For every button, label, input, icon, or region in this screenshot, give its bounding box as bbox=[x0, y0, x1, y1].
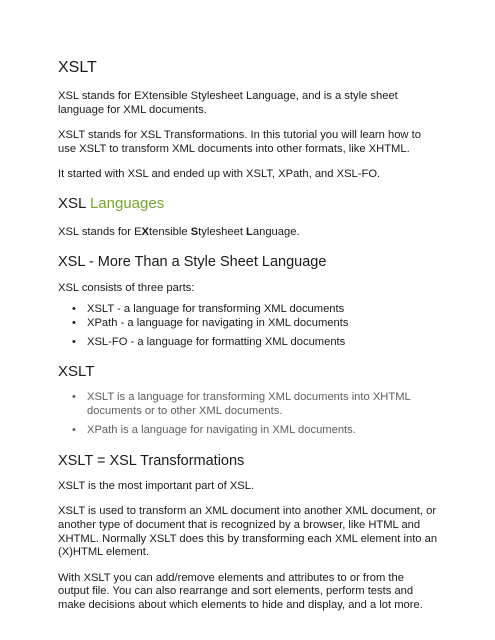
list-item: • XPath is a language for navigating in XML documents. bbox=[87, 424, 438, 438]
heading-xsl-languages bbox=[58, 194, 438, 214]
acronym-text-2: tensible bbox=[149, 225, 191, 238]
paragraph-capabilities: With XSLT you can add/remove elements and attributes to or from the output file. You can also rearrange and sort elements, perform tests and make decisions about which elements to hide and display, and a lot more. bbox=[58, 571, 423, 611]
acronym-bold-s: S bbox=[190, 225, 199, 238]
list-item: • XSL-FO - a language for formatting XML documents bbox=[87, 336, 438, 350]
xslt-list bbox=[58, 391, 438, 438]
acronym-text-1: XSL stands for E bbox=[58, 225, 142, 238]
document-content bbox=[58, 58, 438, 612]
paragraph-xsl-acronym bbox=[58, 226, 438, 240]
list-item: • XSLT - a language for transforming XML documents bbox=[87, 303, 438, 317]
paragraph-three-parts: XSL consists of three parts: bbox=[58, 281, 195, 294]
list-item: • XSLT is a language for transforming XML documents into XHTML documents or to other XML documents. bbox=[87, 391, 438, 418]
paragraph-most-important: XSLT is the most important part of XSL. bbox=[58, 479, 255, 492]
paragraph-xslt-definition: XSLT stands for XSL Transformations. In this tutorial you will learn how to use XSLT to transform XML documents into other formats, like XHTML. bbox=[58, 129, 421, 155]
paragraph-transform-usage: XSLT is used to transform an XML document into another XML document, or another type of document that is recognized by a browser, like HTML and XHTML. Normally XSLT does this by transforming each XML element into an (X)HTML element. bbox=[58, 505, 438, 559]
acronym-text-4: anguage. bbox=[252, 225, 300, 238]
parts-list bbox=[58, 303, 438, 350]
acronym-bold-x: X bbox=[141, 225, 150, 238]
heading-xsl-languages-accent: Languages bbox=[89, 194, 165, 212]
list-item: • XPath - a language for navigating in XML documents bbox=[87, 317, 438, 331]
heading-xsl-languages-prefix: XSL bbox=[58, 194, 86, 212]
paragraph-xsl-definition: XSL stands for EXtensible Stylesheet Language, and is a style sheet language for XML documents. bbox=[58, 90, 398, 116]
acronym-bold-l: L bbox=[246, 225, 253, 238]
heading-xslt: XSLT bbox=[58, 59, 97, 76]
acronym-text-3: tylesheet bbox=[198, 225, 247, 238]
heading-xslt-secondary: XSLT bbox=[58, 362, 95, 380]
heading-xsl-transformations: XSLT = XSL Transformations bbox=[58, 452, 245, 469]
heading-xsl-more: XSL - More Than a Style Sheet Language bbox=[58, 253, 327, 270]
paragraph-xsl-history: It started with XSL and ended up with XSLT, XPath, and XSL-FO. bbox=[58, 168, 381, 181]
